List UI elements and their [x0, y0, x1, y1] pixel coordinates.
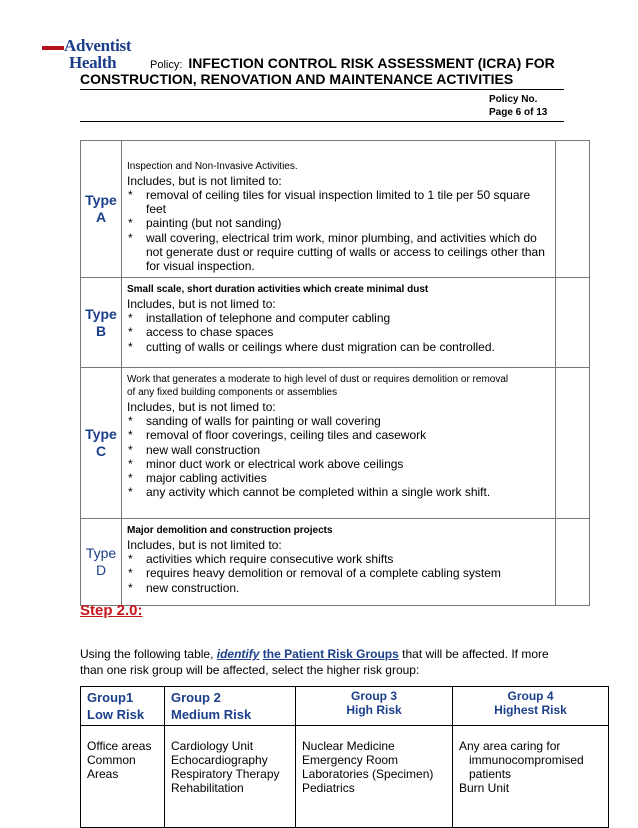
list-item: * painting (but not sanding) — [128, 216, 282, 231]
type-b-heading: Small scale, short duration activities which create minimal dust — [127, 284, 429, 296]
list-item-continuation: not generate dust or require cutting of walls or access to ceilings other than — [146, 244, 545, 259]
type-b-selection-cell[interactable] — [556, 278, 590, 368]
type-c-description — [122, 368, 556, 519]
type-row-d — [81, 519, 590, 606]
policy-title-text1: INFECTION CONTROL RISK ASSESSMENT (ICRA) FOR — [188, 55, 555, 71]
list-item: * sanding of walls for painting or wall covering — [128, 414, 381, 429]
group-3-header[interactable]: Group 3 High Risk — [296, 687, 453, 726]
group-areas-row — [81, 726, 609, 828]
type-row-b — [81, 278, 590, 368]
type-d-description — [122, 519, 556, 606]
logo-word-health: Health — [69, 53, 117, 72]
group-2-header[interactable]: Group 2 Medium Risk — [165, 687, 296, 726]
list-item: * new wall construction — [128, 442, 261, 457]
logo-swoosh — [42, 46, 64, 50]
group-3-areas: Nuclear Medicine Emergency Room Laboratories (Specimen) Pediatrics — [296, 726, 453, 828]
patient-risk-group-table — [80, 686, 609, 828]
type-c-label: Type C — [81, 368, 122, 519]
step-2-instructions: Using the following table, identify the Patient Risk Groups that will be affected. If more than one risk group will be affected, select the higher risk group: — [80, 647, 549, 677]
list-item: * major cabling activities — [128, 471, 267, 486]
type-c-heading: Work that generates a moderate to high level of dust or requires demolition or removal of any fixed building components or assemblies — [127, 374, 509, 399]
list-item: * new construction. — [128, 580, 240, 595]
logo-word-adventist: Adventist — [64, 36, 132, 55]
group-4-header[interactable]: Group 4 Highest Risk — [453, 687, 609, 726]
type-d-label: Type D — [81, 519, 122, 606]
type-b-label: Type B — [81, 278, 122, 368]
policy-number-label: Policy No. — [489, 94, 538, 105]
type-c-selection-cell[interactable] — [556, 368, 590, 519]
type-a-includes: Includes, but is not limited to: — [127, 174, 282, 188]
type-a-selection-cell[interactable] — [556, 141, 590, 278]
list-item: * activities which require consecutive work shifts — [128, 552, 394, 567]
step-2-heading: Step 2.0: — [80, 602, 143, 619]
identify-emphasis: identify — [216, 647, 260, 661]
list-item: * minor duct work or electrical work above ceilings — [128, 456, 404, 471]
policy-label: Policy: — [150, 59, 183, 71]
group-4-areas: Any area caring for immunocompromised patients Burn Unit — [453, 726, 609, 828]
list-item: * any activity which cannot be completed within a single work shift. — [128, 485, 491, 500]
type-d-includes: Includes, but is not limited to: — [127, 538, 282, 553]
group-header-row — [81, 687, 609, 726]
type-d-heading: Major demolition and construction projects — [127, 525, 333, 537]
patient-risk-groups-emphasis: the Patient Risk Groups — [262, 647, 399, 661]
group-1-header[interactable]: Group1 Low Risk — [81, 687, 165, 726]
page-number: Page 6 of 13 — [489, 107, 548, 118]
construction-type-table — [80, 140, 590, 606]
type-row-a — [81, 141, 590, 278]
header-divider — [80, 89, 564, 90]
list-item: * requires heavy demolition or removal of a complete cabling system — [128, 566, 501, 581]
list-item: * removal of floor coverings, ceiling tiles and casework — [128, 428, 427, 443]
type-a-heading: Inspection and Non-Invasive Activities. — [127, 161, 298, 172]
list-item: * removal of ceiling tiles for visual inspection limited to 1 tile per 50 square feet — [128, 188, 531, 217]
list-item: * installation of telephone and computer cabling — [128, 311, 391, 326]
type-b-includes: Includes, but is not limed to: — [127, 297, 276, 312]
type-d-selection-cell[interactable] — [556, 519, 590, 606]
policy-title-line2: CONSTRUCTION, RENOVATION AND MAINTENANCE ACTIVITIES — [80, 71, 514, 87]
type-b-description — [122, 278, 556, 368]
list-item: * access to chase spaces — [128, 325, 274, 340]
adventist-health-logo — [42, 34, 152, 70]
group-2-areas: Cardiology Unit Echocardiography Respiratory Therapy Rehabilitation — [165, 726, 296, 828]
type-a-label: Type A — [81, 141, 122, 278]
policy-title-line1 — [150, 55, 555, 71]
type-c-includes: Includes, but is not limed to: — [127, 400, 276, 415]
list-item: * wall covering, electrical trim work, minor plumbing, and activities which do — [128, 230, 537, 245]
list-item: * cutting of walls or ceilings where dust migration can be controlled. — [128, 339, 495, 354]
group-1-areas: Office areas Common Areas — [81, 726, 165, 828]
type-a-description — [122, 141, 556, 278]
type-row-c — [81, 368, 590, 519]
header-divider-2 — [80, 121, 564, 122]
list-item-continuation: for visual inspection. — [146, 259, 255, 274]
